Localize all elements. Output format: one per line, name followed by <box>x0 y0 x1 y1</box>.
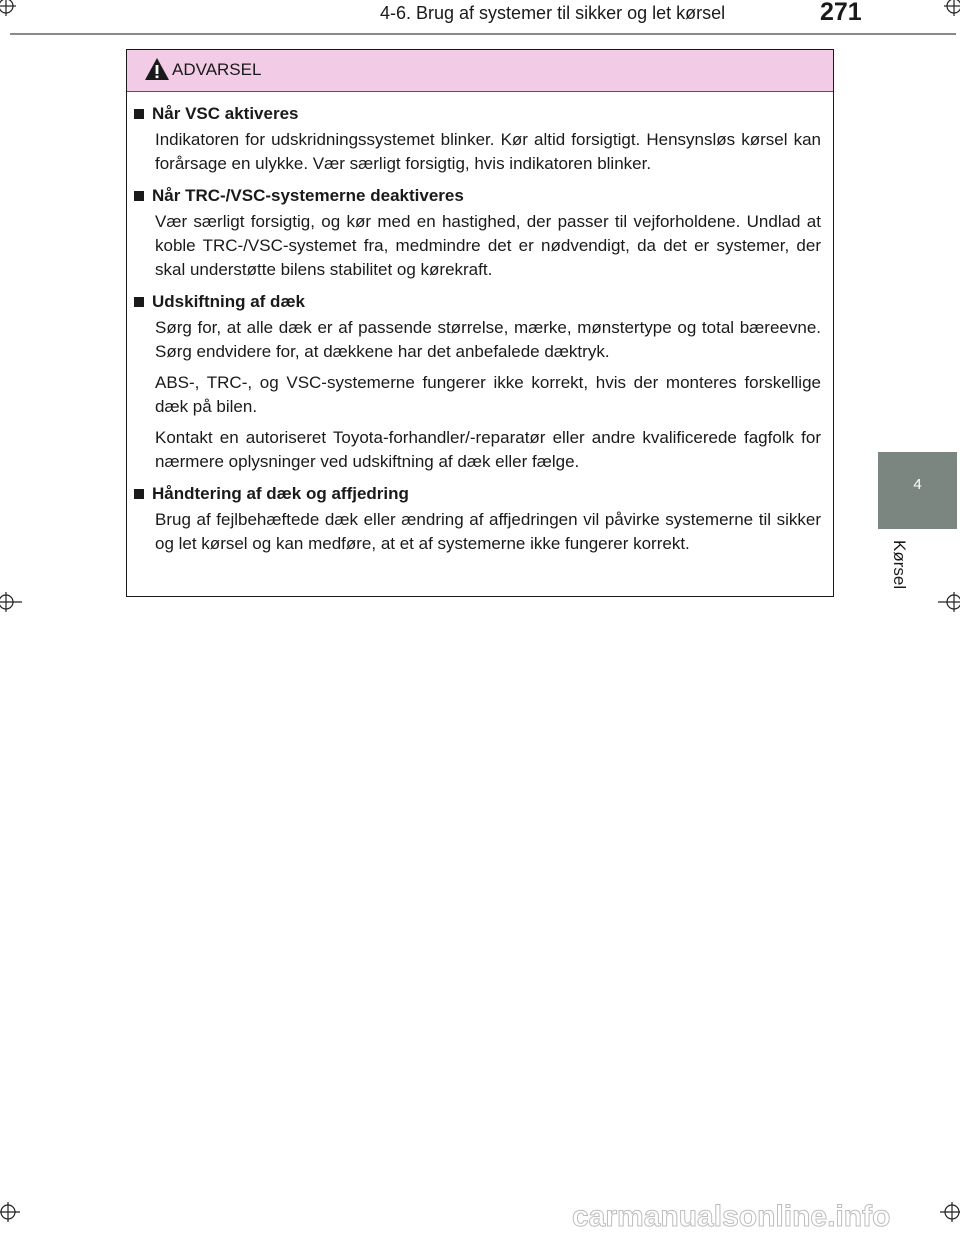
section-paragraph: Sørg for, at alle dæk er af passende størrelse, mærke, mønstertype og total bæreevne. Sørg endvidere for, at dækkene har det anbefalede dæktryk. <box>155 318 821 361</box>
warning-box <box>126 49 834 597</box>
square-bullet-icon <box>134 297 144 307</box>
crop-mark-top-right <box>938 0 960 22</box>
watermark-text: carmanualsonline.info <box>572 1200 891 1233</box>
warning-title: ADVARSEL <box>172 60 262 79</box>
section-heading: Udskiftning af dæk <box>152 292 306 311</box>
warning-body <box>127 92 833 556</box>
warning-section <box>132 184 821 282</box>
warning-section <box>132 290 821 474</box>
section-paragraph: ABS-, TRC-, og VSC-systemerne fungerer ikke korrekt, hvis der monteres forskellige dæk på bilen. <box>155 373 821 416</box>
square-bullet-icon <box>134 489 144 499</box>
section-paragraph: Vær særligt forsigtig, og kør med en hastighed, der passer til vejforholdene. Undlad at koble TRC-/VSC-systemet fra, medmindre det er nødvendigt, da det er systemer, der skal understøtte bilens stabilitet og kørekraft. <box>155 212 821 279</box>
section-heading: Når VSC aktiveres <box>152 104 299 123</box>
section-heading: Håndtering af dæk og affjedring <box>152 484 409 503</box>
warning-section <box>132 102 821 176</box>
square-bullet-icon <box>134 191 144 201</box>
chapter-label: Kørsel <box>890 540 909 590</box>
section-header-title: 4-6. Brug af systemer til sikker og let kørsel <box>380 3 726 23</box>
chapter-number: 4 <box>913 476 922 493</box>
warning-header <box>127 50 833 92</box>
crop-mark-left-middle <box>0 590 24 614</box>
section-paragraph: Kontakt en autoriseret Toyota-forhandler/-reparatør eller andre kvalificerede fagfolk for nærmere oplysninger ved udskiftning af dæk eller fælge. <box>155 428 821 471</box>
page-number: 271 <box>820 0 862 26</box>
square-bullet-icon <box>134 109 144 119</box>
crop-mark-bottom-left <box>0 1200 24 1224</box>
section-paragraph: Brug af fejlbehæftede dæk eller ændring af affjedringen vil påvirke systemerne til sikker og let kørsel og kan medføre, at et af systemerne ikke fungerer korrekt. <box>155 510 821 553</box>
watermark <box>570 1198 950 1234</box>
chapter-tab <box>878 452 957 529</box>
crop-mark-top-left <box>0 0 22 22</box>
crop-mark-right-middle <box>936 590 960 614</box>
section-paragraph: Indikatoren for udskridningssystemet blinker. Kør altid forsigtigt. Hensynsløs kørsel kan forårsage en ulykke. Vær særligt forsigtig, hvis indikatoren blinker. <box>155 130 821 173</box>
section-heading: Når TRC-/VSC-systemerne deaktiveres <box>152 186 464 205</box>
warning-section <box>132 482 821 556</box>
header-divider <box>10 33 956 35</box>
warning-triangle-icon <box>144 57 170 81</box>
